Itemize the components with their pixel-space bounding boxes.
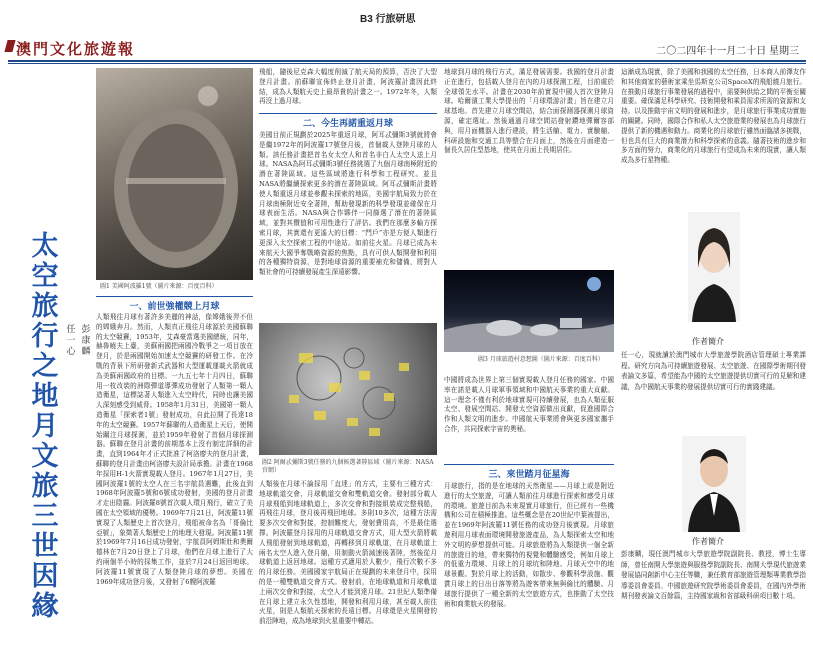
body-column-a: 人類飛往月球有著許多美麗的神話，像嫦娥後羿不但的嫦娥奔月。然而，人類真正飛往月球源於美國蘇聯的太空競賽，1953年，艾森豪當選美國總統，同年，赫魯曉夫上臺，美蘇兩國把兩國冷戰爭之一項目放在登月，於是兩國開始加速太空競賽的研發工作。在冷戰的背景下所研發新式武器和大型運載運載火箭就成為美蘇兩國政府的目標。一九五七年十月四日，蘇聯用一枚改裝的洲際彈道導彈成功發射了人類第一顆人造衛星，這標誌著人類進入太空時代，同時也讓美國人深刻感受到威脅。1958年1月31日，美國第一顆人造衛星「探索者1號」發射成功，自此拉開了長達18年的太空競賽。1957年蘇聯的人造衛星上天后，使開始關注月球探測，並於1959年發射了首個月球探測器。蘇聯在登月計畫的前期基本上沒有制定詳細的計畫，直到1964年才正式批准了柯洛廖夫的登月計畫，蘇聯的登月計畫由柯洛廖夫設計局承擔。計畫在1968年採用H-1火箭實現載人登月。1967年1月27日，美國阿波羅1號的太空人在三名宇航員遇難，此後直到1968年阿波羅5號和6號成功發射，美國的登月計畫才走出陰霾。阿波羅8號首次載人環月飛行，確立了美國在太空領域的優勢。1969年7月21日，阿波羅11號實現了人類歷史上首次登月，飛船被命名為「哥倫比亞號」，象徵著人類歷史上的地理大發現。阿波羅11號於1969年7月16日成功發射，宇航員阿姆斯壯和奧爾德林在7月20日登上了月球，他們在月球上進行了大約兩個半小時的採集工作，並於7月24日返回地球。阿波羅11號實現了人類登陸月球的夢想。美國在1969年成功登月後，又發射了6艘阿波羅 (96, 313, 253, 586)
apollo-capsule-illustration (96, 68, 253, 280)
section-3-heading: 三、來世踏月征星海 (488, 470, 570, 480)
author-1-bio: 任一心，現就讀於澳門城市大學旅遊學院酒店管理碩士專業課程。研究方向為可持續旅遊發展、太空旅遊、在國際學術期刊發表論文多篇，希望能為中國的太空旅遊提供切實可行的見解和建議，為中國航天事業的發展提供切實可行的實踐建議。 (621, 351, 806, 391)
section-2-rule (259, 113, 437, 114)
section-3-rule (444, 464, 614, 465)
byline-author-2: 彭康麟 (81, 325, 91, 357)
body-column-e: 中國將成為世界上第三個實現載人登月任務的國家。中國率在諾是載人月球軍事領域和中國航天事業的重大貢獻。這一理念不僅有利於地球實現可持續發展，也為人類征服太空、發展空間站、開發太空資源做出貢獻，促進國際合作和人類文明的進步。中國航天事業將會與更多國家攜手合作，共同探索宇宙的奧秘。 (444, 376, 614, 433)
figure-3-caption: 圖3 月球旅遊村意想圖（圖片來源：百度百科） (478, 356, 604, 363)
figure-1-photo (96, 68, 253, 280)
figure-2-moon-map (259, 323, 437, 455)
masthead-rule (8, 60, 806, 62)
author-2-label: 作者簡介 (692, 537, 724, 546)
author-1-label: 作者簡介 (692, 337, 724, 346)
lunar-village-illustration (444, 270, 614, 352)
body-column-c: 人類後在月球不論採用「直達」的方式，主要有三種方式：地球軌道交會、月球軌道交會和雙軌道交會。發射部分載人月球飛船到地球軌道上，多次交會和對接組裝成完整飛船，再飛往月球，登月後再飛回地球。多則10多次，這種方法需要多次交會和對接，控制難度大，發射費用高，不是最佳選擇。阿波羅登月採用的月球軌道交會方式，用大型火箭將載人飛船發射到地球軌道，再轉移到月球軌道，在月球軌道上兩名太空人進入登月艙，用制動火箭減速後著陸，然後從月球軌道上返回地球。這種方式適用於人數少，飛行次數不多的月球任務。美國國家宇航局正在規劃的未來登月中，採用的是一種雙軌道交會方式。發射前，在地球軌道和月球軌道上兩次交會和對接，太空人才能到達月球。21世紀人類準備在月球上建立永久性基地，開發和利用月球，甚至載人前往火星，則是人類航天探索的長遠目標。月球還是火星開發的前沿陣地，成為地球到火星重要中轉站。 (259, 480, 437, 626)
author-1-silhouette (688, 212, 740, 322)
landing-regions-overlay (259, 323, 437, 455)
author-2-bio: 彭康麟，現任澳門城市大學旅遊學院副院長、教授，博士生導師，曾任南開大學旅遊與服務學院副院長、南開大學現代旅遊業發展協同創新中心主任等職，兼任教育部旅遊管理類專業教學指導委員會委員、中國旅遊研究院學術委員會委員，在國內外學術期刊發表論文百餘篇，主持國家級和省部級科研項目數十項。 (621, 550, 806, 600)
body-column-d: 地球到月球的飛行方式，滿足發展需要。我國的登月計畫正在進行，包括載人登月在內的月球探測工程，目前處於全球領先水平。計畫在2030年前實現中國人首次登陸月球。哈爾濱工業大學提出的「月球環游計畫」旨在建立月球基地。首先建立月球空間站，結合面探測器探測月球資源，確定選址。然後通過月球空間站發射鑽地彈爾容部與，用月面機器人進行建設，將生活艙、電力、實驗艙、科研設施和交通工具等整合在月面上，然後在月面建造一個長久居住型基地，使其在月面上長期居住。 (444, 68, 614, 155)
section-1-heading: 一、前世強權競上月球 (129, 302, 220, 312)
figure-3-lunar-village (444, 270, 614, 352)
author-2-portrait (682, 436, 746, 532)
section-title: B3 行旅研思 (360, 14, 416, 25)
figure-2-caption: 圖2 阿爾忒彌斯3號任務的九個候選著陸區域（圖片來源：NASA官網） (262, 459, 434, 474)
author-2-silhouette (682, 436, 746, 532)
section-1-rule (96, 296, 253, 297)
author-1-portrait (688, 212, 740, 322)
masthead-logo: 澳門文化旅遊報 (16, 42, 136, 58)
byline-author-1: 任一心 (66, 325, 76, 357)
section-2-heading: 二、今生再諾重返月球 (302, 119, 393, 129)
masthead-mark (4, 40, 15, 52)
body-column-g: 這漸成為現實，除了美國和我國的太空任務，日本商人前澤友作和其他商家的藝術家乘坐馬斯克公司SpaceX的飛船繞月旅行。在推動月球旅行事業發展的過程中，需要與供給之間的平衡至關重要。確保滿足科學研究、技術開發和乘員需求所需的資源和支持。以及推動宇宙文明的發展和進步，是月球旅行事業成功實施的關鍵。同時，國際合作和私人太空旅遊業的發展也為月球旅行提供了新的機遇和動力。商業化的月球旅行雖然面臨諸多挑戰，但也具有巨大的商業潛力和科學探索的意義。隨著技術的進步和多方面的努力，商業化的月球旅行有望成為未來的現實，讓人類成為多行星物種。 (621, 68, 806, 165)
body-column-f: 月球旅行，指的是在地球的天然衛星——月球上或是附近進行的太空旅遊，可讓人類前往月球進行探索和感受月球的環境。旅遊目前為未來現實月球旅行，但已經有一些機構和公司在積極推進。這些概念是在20世紀中葉被提出，並在1969年阿波羅11號任務的成功登月後實現。月球旅遊利用月球表面環境開發旅遊產品，為人類探索太空和地外文明的夢想提供可能。月球旅遊將為人類提供一個全新的旅遊目的地，帶來獨特的視覺和體驗感受，例如月球上的低重力環境、月球上的月球坑和陸地、月球天空中的地球景觀。對於月球上的活動，如散步、參觀科學設施、觀賞月球上的日出日落等將為遊客帶來無與倫比的體驗。月球旅行提供了一種全新的太空旅遊方式，也推動了太空技術和商業航天的發展。 (444, 482, 614, 608)
masthead-rule-thin (8, 63, 806, 64)
body-column-b2: 美國目前正規劃於2025年重返月球，阿耳忒彌斯3號就將會是繼1972年的阿波羅17號登月後，首個載人登陸月球的人類。該任務計畫把首名女太空人和首名非白人太空人送上月球。NASA為阿耳忒彌斯3號任務挑選了九個月球南極附近的潛在著陸區域。這些區域將進行科學和工程研究。並且NASA將繼續探索更多的潛在著陸區域。阿耳忒彌斯計畫將使人類重返月球並參觀未探索的地區，美國宇航局致力於在月球南極附近安全著陸，幫助發現新的科學發現並確保在月球表面生活。NASA與合作夥伴一同篩選了潛在的著陸區域，並對其價值和可用性進行了評估。我們在那麼多輪方探索月球，其實還有更遙大的目標：“門戶”亦是方便人類進行更深入太空探索工程的中途站。如前往火星。月球已成為未來航天大國爭奪戰略資源的焦點，具有可供人類開發和利用的各種獨特資源，是對地球資源的重要補充和儲備，將對人類社會的可持續發展產生深遠影響。 (259, 131, 437, 277)
figure-1-caption: 圖1 美國阿波羅1號（圖片來源：百度百科） (100, 283, 218, 290)
body-column-b: 飛船，隨後尼克森大幅度削減了航天局的預算，否決了大型登月計畫。前蘇聯宣佈終止登月計畫，阿波羅計畫因此終結，成為人類航天史上最昂貴的計畫之一。1972年冬，人類再沒上過月球。 (259, 68, 437, 106)
headline: 太空旅行之地月文旅三世因緣 (31, 231, 59, 622)
publication-date: 二〇二四年十一月二十日 星期三 (656, 46, 799, 57)
